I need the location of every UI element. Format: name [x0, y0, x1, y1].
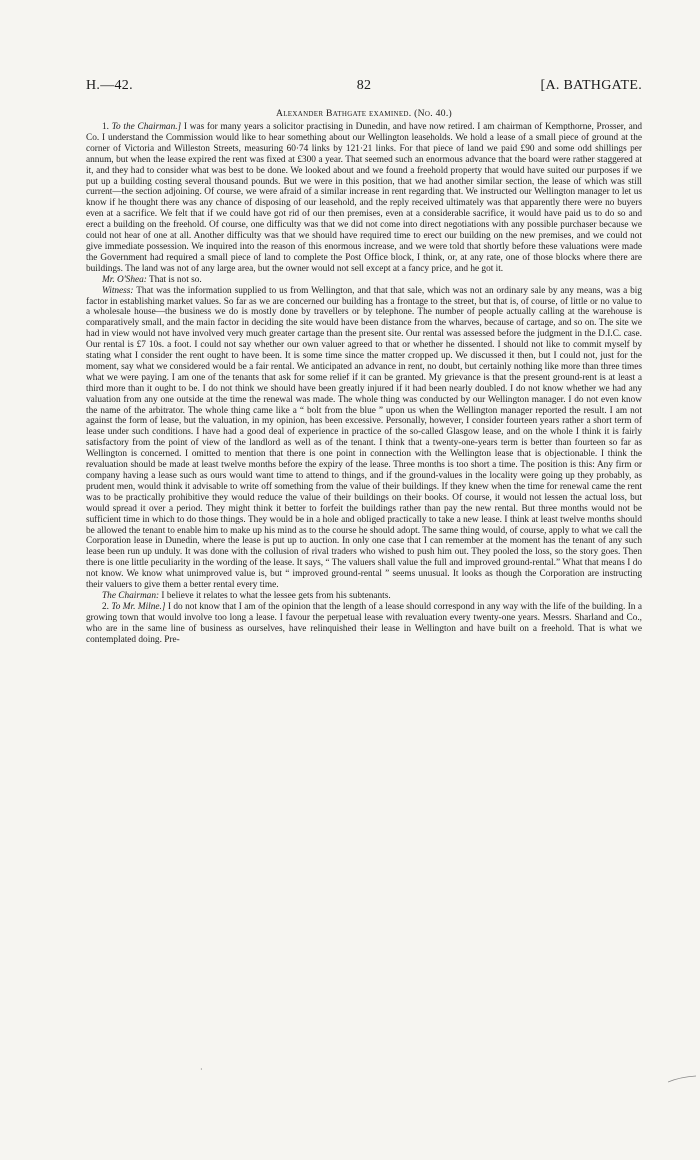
page-number: 82: [356, 78, 372, 93]
document-page: [86, 78, 642, 646]
paragraph-4: [86, 591, 642, 602]
paragraph-text: I do not know that I am of the opinion that the length of a lease should correspond in any way with the life of the building. In a growing town that would involve too long a lease. I favour the perpetual lease with revaluation every twenty-one years. Messrs. Sharland and Co., who are in the same line of business as ourselves, have relinquished their lease in Wellington and have built on a freehold. That is what we contemplated doing. Pre-: [86, 601, 642, 645]
paragraph-2: [86, 275, 642, 286]
examination-title: Alexander Bathgate examined. (No. 40.): [275, 108, 453, 119]
speaker-label: Mr. O'Shea:: [102, 274, 147, 285]
paragraph-number: 2.: [102, 601, 112, 612]
page-edge-mark: [668, 1075, 696, 1083]
paragraph-number: 1.: [102, 122, 112, 132]
paragraph-text: That is not so.: [146, 274, 202, 285]
report-code: H.—42.: [86, 78, 133, 93]
speaker-label: Witness:: [102, 285, 134, 296]
stray-mark: ·: [200, 1065, 203, 1074]
paragraph-text: I believe it relates to what the lessee gets from his subtenants.: [159, 590, 391, 601]
paragraph-1: [86, 122, 642, 275]
paragraph-text: That was the information supplied to us from Wellington, and that that sale, which was not an ordinary sale by any means, was a big factor in establishing market values. So far as we are concerned our building has a frontage to the street, but that is, of course, of little or no value to a wholesale house—the business we do is mostly done by travellers or by telephone. The number of people actually calling at the warehouse is comparatively small, and the main factor in deciding the site would have been distance from the wharves, because of cartage, and so on. The site we had in view would not have involved very much greater cartage than the present site. Our rental was assessed before the judgment in the D.I.C. case. Our rental is £7 10s. a foot. I could not say whether our own valuer agreed to that or whether he dissented. I should not like to commit myself by stating what I consider the rent ought to have been. It is some time since the matter cropped up. We discussed it then, but I could not, just for the moment, say what we considered would be a fair rental. We anticipated an advance in rent, no doubt, but certainly nothing like more than three times what we were paying. I am one of the tenants that ask for some relief if it can be granted. My grievance is that the present ground-rent is at least a third more than it ought to be. I do not think we should have been greatly injured if it had been nearly doubled. I do not know whether we had any valuation from any one outside at the time the renewal was made. The whole thing was conducted by our Wellington manager. I do not even know the name of the arbitrator. The whole thing came like a “ bolt from the blue ” upon us when the Wellington manager reported the result. I am not against the form of lease, but the valuation, in my opinion, has been excessive. Personally, however, I consider fourteen years rather a short term of lease under such conditions. I have had a good deal of experience in practice of the so-called Glasgow lease, and on the whole I think it is fairly satisfactory from the point of view of the landlord as well as of the tenant. I think that a twenty-one-years term is better than fourteen so far as Wellington is concerned. I omitted to mention that there is one point in connection with the Wellington lease that is objectionable. I think the revaluation should be made at least twelve months before the expiry of the lease. Three months is too short a time. The position is this: Any firm or company having a lease such as ours would want time to attend to things, and if the ground-values in the locality were going up they probably, as prudent men, would think it advisable to write off something from the value of their buildings. If they knew when the time for renewal came the rent was to be practically prohibitive they would reduce the value of their buildings on their books. Of course, it would not lessen the actual loss, but would spread it over a period. They might think it better to forfeit the buildings rather than pay the new rental. But three months would not be sufficient time in which to do those things. They would be in a hole and obliged practically to take a new lease. I think at least twelve months should be allowed the tenant to enable him to make up his mind as to the course he should adopt. The same thing would, of course, apply to what we call the Corporation lease in Dunedin, where the lease is put up to auction. In only one case that I can remember at the moment has the tenant of any such lease been run up unduly. It was done with the collusion of rival traders who wished to push him out. They pooled the loss, so the story goes. Then there is one little peculiarity in the wording of the lease. It says, “ The valuers shall value the full and improved ground-rental.” What that means I do not know. We know what unimproved value is, but “ improved ground-rental ” seems unusual. It looks as though the Corporation are instructing their valuers to give them a better rental every time.: [86, 285, 642, 591]
speaker-label: To Mr. Milne.]: [111, 601, 166, 612]
paragraph-5: [86, 602, 642, 646]
paragraph-text: I was for many years a solicitor practising in Dunedin, and have now retired. I am chairman of Kempthorne, Prosser, and Co. I understand the Commission would like to hear something about our Wellington leaseholds. We hold a lease of a small piece of ground at the corner of Victoria and Willeston Streets, measuring 60·74 links by 121·21 links. For that piece of land we paid £90 and some odd shillings per annum, but when the lease expired the rent was fixed at £300 a year. That seemed such an enormous advance that the board were rather staggered at it, and they had to consider what was best to be done. We looked about and we found a freehold property that would have suited our purposes if we put up a building costing several thousand pounds. But we were in this position, that we had another similar section, the lease of which was still current—the section adjoining. Of course, we were afraid of a similar increase in rent regarding that. We instructed our Wellington manager to let us know if he thought there was any chance of disposing of our leasehold, and the reply received ultimately was that apparently there were no buyers even at a sacrifice. We felt that if we could have got rid of our then premises, even at a considerable sacrifice, it would have paid us to do so and erect a building on the freehold. Of course, one difficulty was that we did not come into direct negotiations with any possible purchaser because we could not hear of one at all. Another difficulty was that we should have required time to erect our building on the new premises, and we could not give immediate possession. We inquired into the reason of this enormous increase, and we were told that shortly before these valuations were made the Government had required a small piece of land to complete the Post Office block, I think, or, at any rate, one of those blocks where there are buildings. The land was not of any large area, but the owner would not sell except at a fancy price, and he got it.: [86, 122, 643, 274]
witness-name-header: [A. BATHGATE.: [540, 78, 642, 93]
speaker-label: To the Chairman.]: [111, 122, 182, 132]
speaker-label: The Chairman:: [102, 590, 160, 601]
testimony-body: [86, 122, 642, 646]
paragraph-3: [86, 286, 642, 591]
running-header: [86, 78, 642, 98]
